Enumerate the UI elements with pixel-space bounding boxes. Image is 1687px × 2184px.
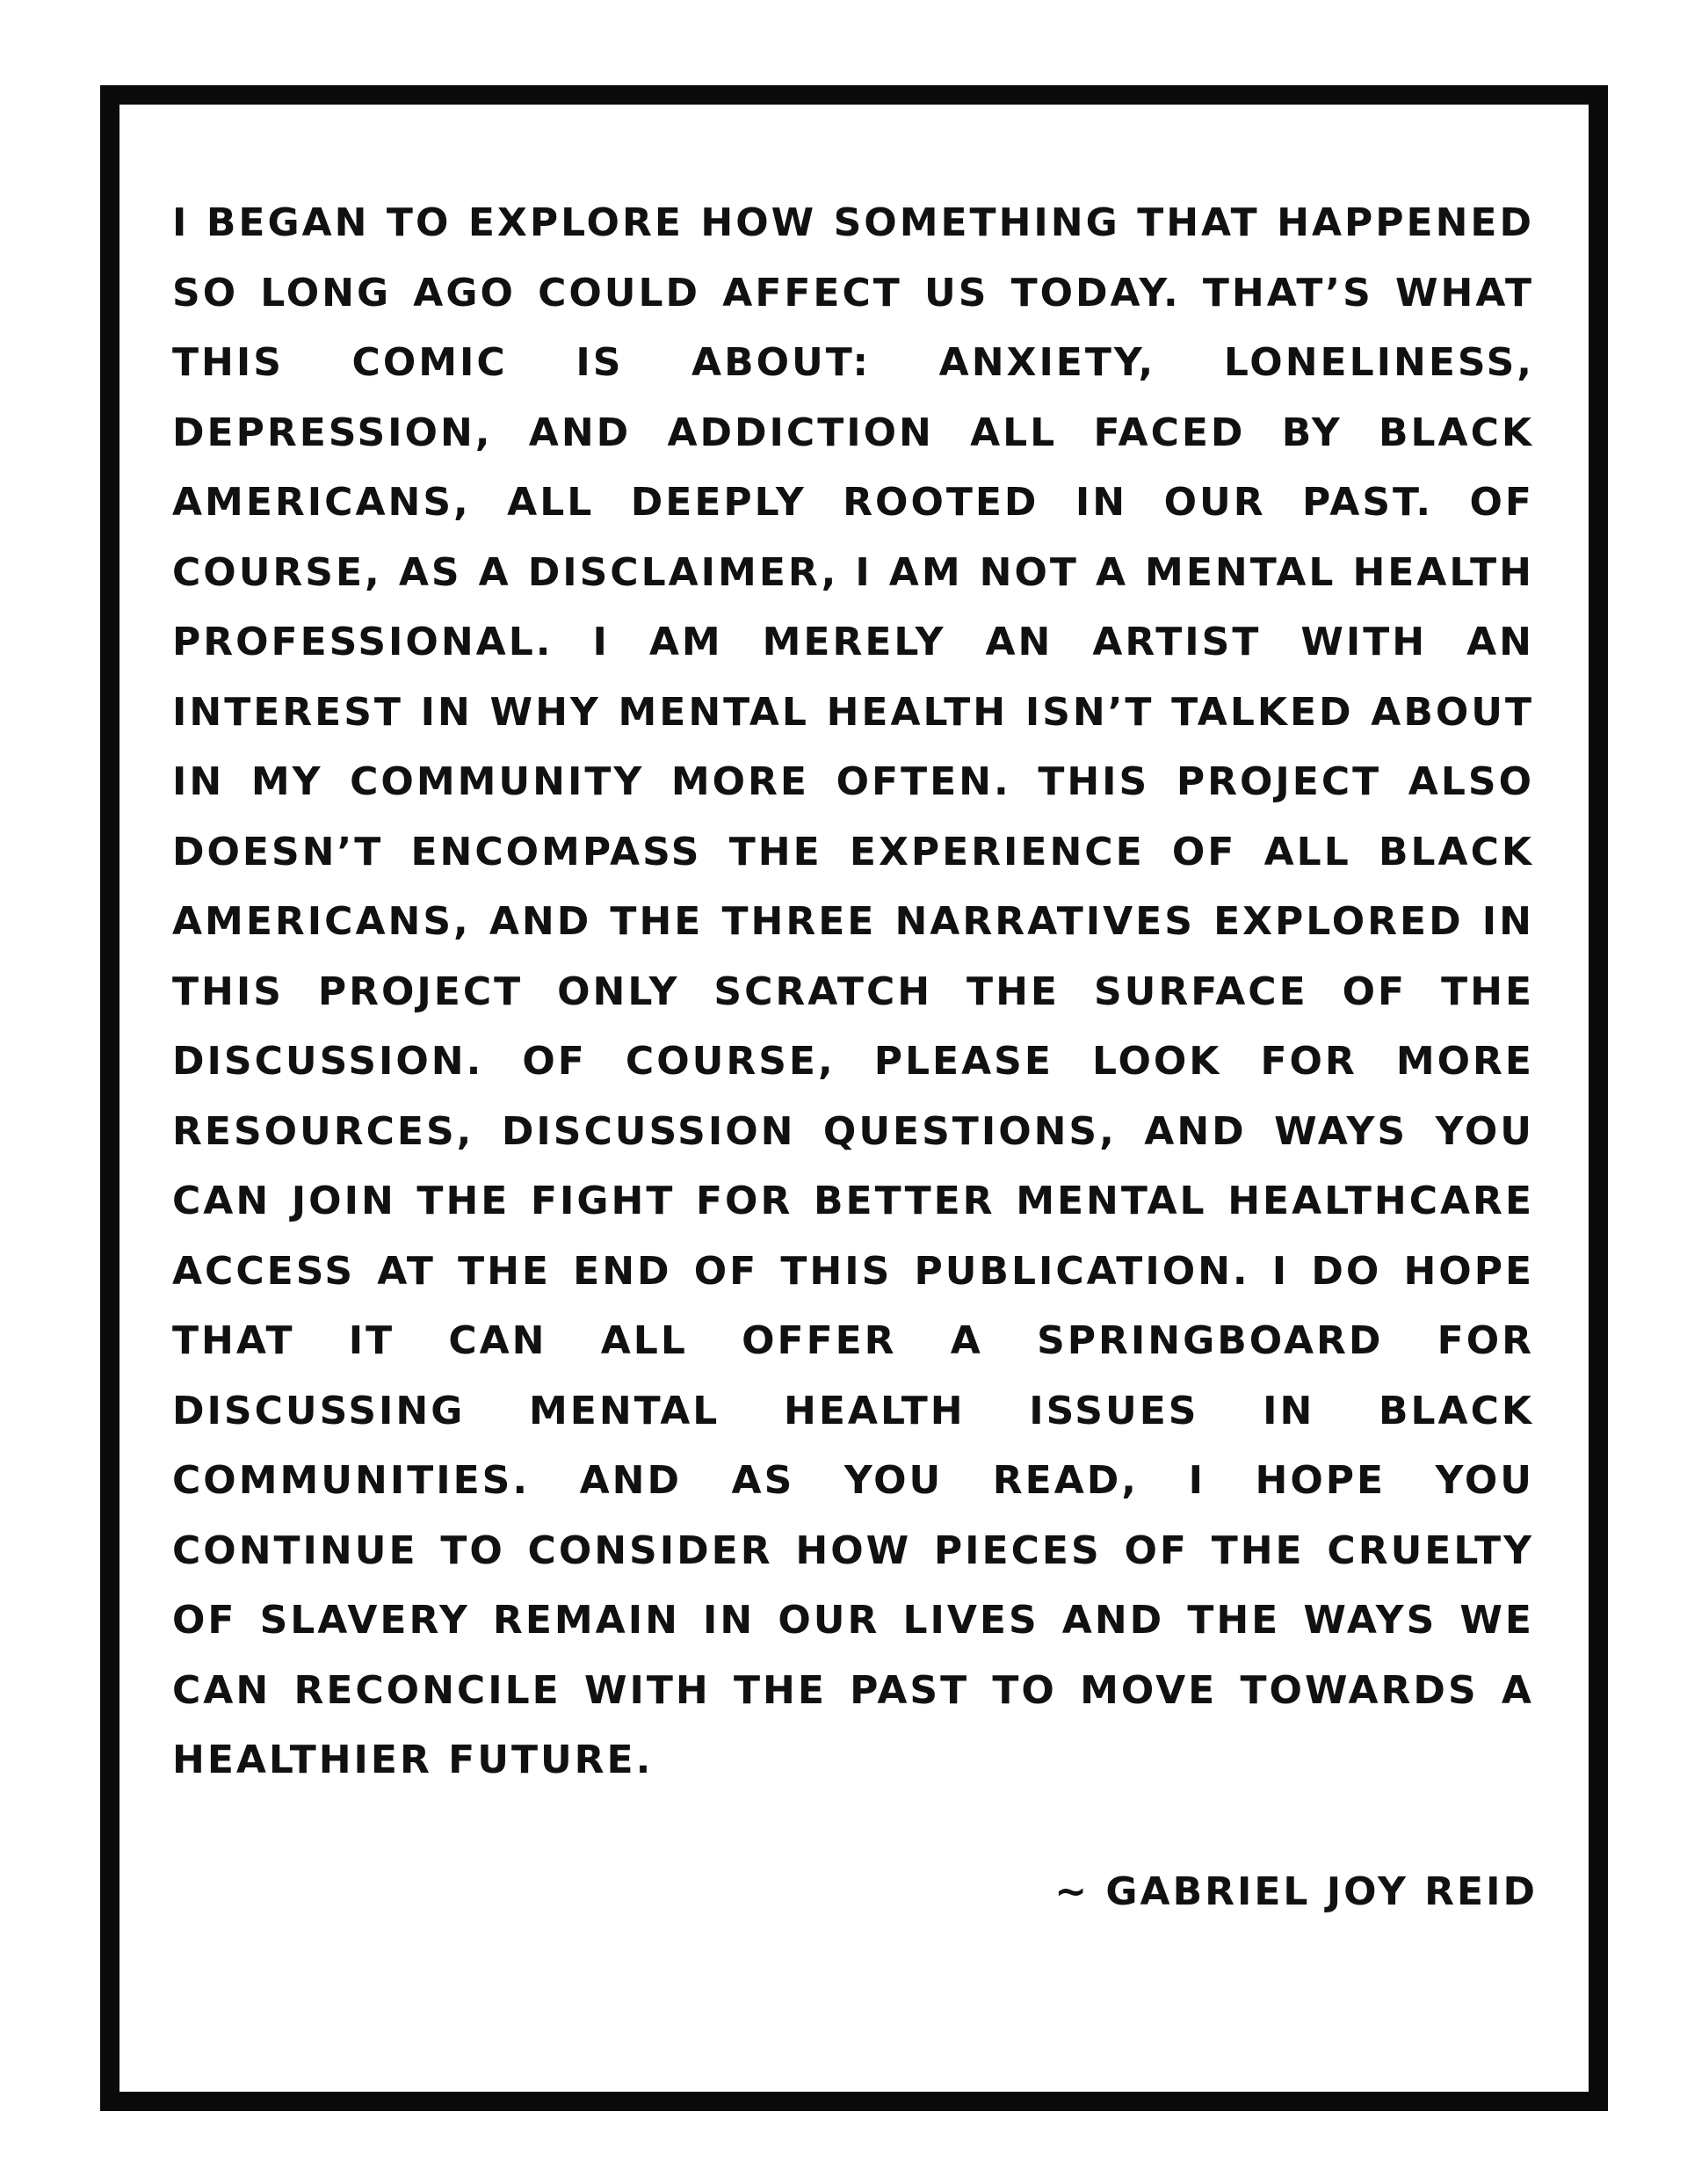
body-paragraph: I BEGAN TO EXPLORE HOW SOMETHING THAT HAPPENED SO LONG AGO COULD AFFECT US TODAY. THAT’S WHAT THIS COMIC IS ABOUT: ANXIETY, LONELINESS, DEPRESSION, AND ADDICTION ALL FACED BY BLACK AMERICANS, ALL DEEPLY ROOTED IN OUR PAST. OF COURSE, AS A DISCLAIMER, I AM NOT A MENTAL HEALTH PROFESSIONAL. I AM MERELY AN ARTIST WITH AN INTEREST IN WHY MENTAL HEALTH ISN’T TALKED ABOUT IN MY COMMUNITY MORE OFTEN. THIS PROJECT ALSO DOESN’T ENCOMPASS THE EXPERIENCE OF ALL BLACK AMERICANS, AND THE THREE NARRATIVES EXPLORED IN THIS PROJECT ONLY SCRATCH THE SURFACE OF THE DISCUSSION. OF COURSE, PLEASE LOOK FOR MORE RESOURCES, DISCUSSION QUESTIONS, AND WAYS YOU CAN JOIN THE FIGHT FOR BETTER MENTAL HEALTHCARE ACCESS AT THE END OF THIS PUBLICATION. I DO HOPE THAT IT CAN ALL OFFER A SPRINGBOARD FOR DISCUSSING MENTAL HEALTH ISSUES IN BLACK COMMUNITIES. AND AS YOU READ, I HOPE YOU CONTINUE TO CONSIDER HOW PIECES OF THE CRUELTY OF SLAVERY REMAIN IN OUR LIVES AND THE WAYS WE CAN RECONCILE WITH THE PAST TO MOVE TOWARDS A HEALTHIER FUTURE. [172,200,1534,1782]
comic-panel-border [100,85,1608,2111]
author-signature: ~ GABRIEL JOY REID [1054,1869,1538,1914]
